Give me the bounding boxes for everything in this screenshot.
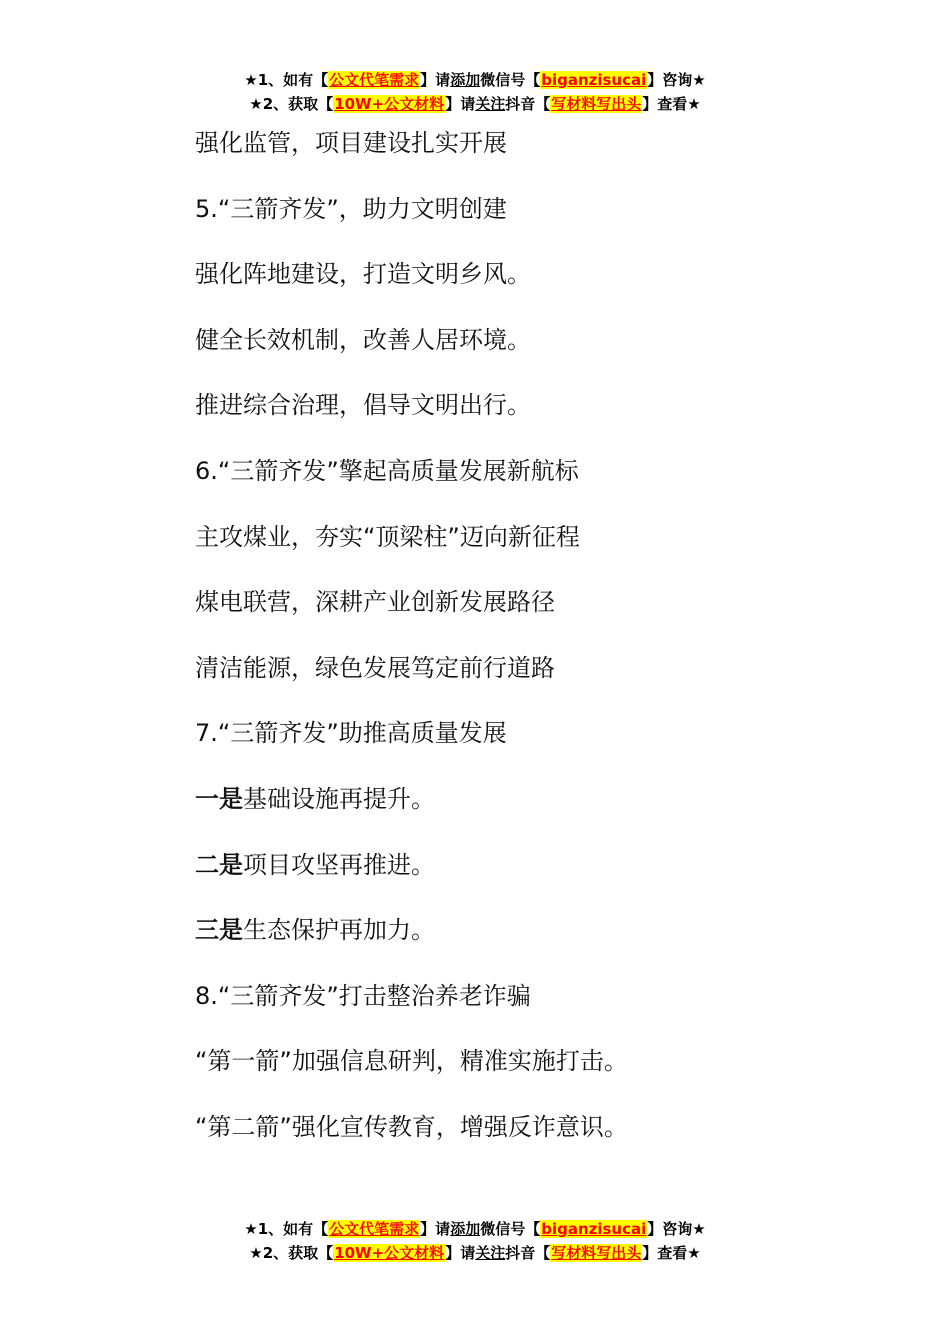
banner-underlined: 添加 [450,1220,481,1238]
banner-highlight-service: 公文代笔需求 [329,1220,420,1238]
bold-lead: 二是 [195,850,243,879]
banner-text: ★2、获取【 [249,95,334,113]
paragraph: 健全长效机制，改善人居环境。 [195,325,531,354]
banner-text: 抖音【 [505,95,551,113]
banner-line-1 [0,68,950,92]
banner-text: ★2、获取【 [249,1244,334,1262]
banner-text: ★1、如有【 [244,71,329,89]
section-heading: 6.“三箭齐发”擎起高质量发展新航标 [195,456,579,485]
banner-text: 】请 [445,1244,476,1262]
paragraph-text: 项目攻坚再推进。 [243,850,435,879]
section-heading: 7.“三箭齐发”助推高质量发展 [195,719,507,748]
banner-text: 微信号【 [480,1220,541,1238]
footer-banner [0,1217,950,1265]
banner-highlight-douyin: 写材料写出头 [551,1244,642,1262]
banner-highlight-douyin: 写材料写出头 [551,95,642,113]
banner-text: 抖音【 [505,1244,551,1262]
paragraph: 强化阵地建设，打造文明乡风。 [195,260,531,289]
banner-text: 】咨询★ [647,71,706,89]
banner-highlight-wechat: biganzisucai [541,71,647,89]
banner-highlight-wechat: biganzisucai [541,1220,647,1238]
section-heading: 8.“三箭齐发”打击整治养老诈骗 [195,981,531,1010]
bold-lead: 一是 [195,784,243,813]
paragraph-text: 基础设施再提升。 [243,784,435,813]
banner-line-1 [0,1217,950,1241]
document-body [195,126,895,1176]
banner-text: 】咨询★ [647,1220,706,1238]
banner-highlight-materials: 10W+公文材料 [334,95,445,113]
banner-line-2 [0,1241,950,1265]
banner-text: ★1、如有【 [244,1220,329,1238]
paragraph: 推进综合治理，倡导文明出行。 [195,391,531,420]
banner-text: 】查看★ [642,1244,701,1262]
banner-line-2 [0,92,950,116]
banner-text: 】查看★ [642,95,701,113]
paragraph [195,848,895,882]
paragraph: 煤电联营，深耕产业创新发展路径 [195,588,555,617]
banner-underlined: 关注 [475,1244,506,1262]
banner-text: 】请 [420,71,451,89]
banner-underlined: 添加 [450,71,481,89]
section-heading: 5.“三箭齐发”，助力文明创建 [195,194,507,223]
paragraph: 清洁能源，绿色发展笃定前行道路 [195,653,555,682]
paragraph: 主攻煤业，夯实“顶梁柱”迈向新征程 [195,522,580,551]
paragraph [195,782,895,816]
banner-text: 】请 [420,1220,451,1238]
banner-text: 】请 [445,95,476,113]
paragraph: “第二箭”强化宣传教育，增强反诈意识。 [195,1112,628,1141]
paragraph-text: 生态保护再加力。 [243,916,435,945]
banner-highlight-materials: 10W+公文材料 [334,1244,445,1262]
paragraph: “第一箭”加强信息研判，精准实施打击。 [195,1047,628,1076]
paragraph [195,913,895,947]
banner-underlined: 关注 [475,95,506,113]
bold-lead: 三是 [195,916,243,945]
banner-highlight-service: 公文代笔需求 [329,71,420,89]
paragraph: 强化监管，项目建设扎实开展 [195,129,507,157]
header-banner [0,68,950,116]
banner-text: 微信号【 [480,71,541,89]
